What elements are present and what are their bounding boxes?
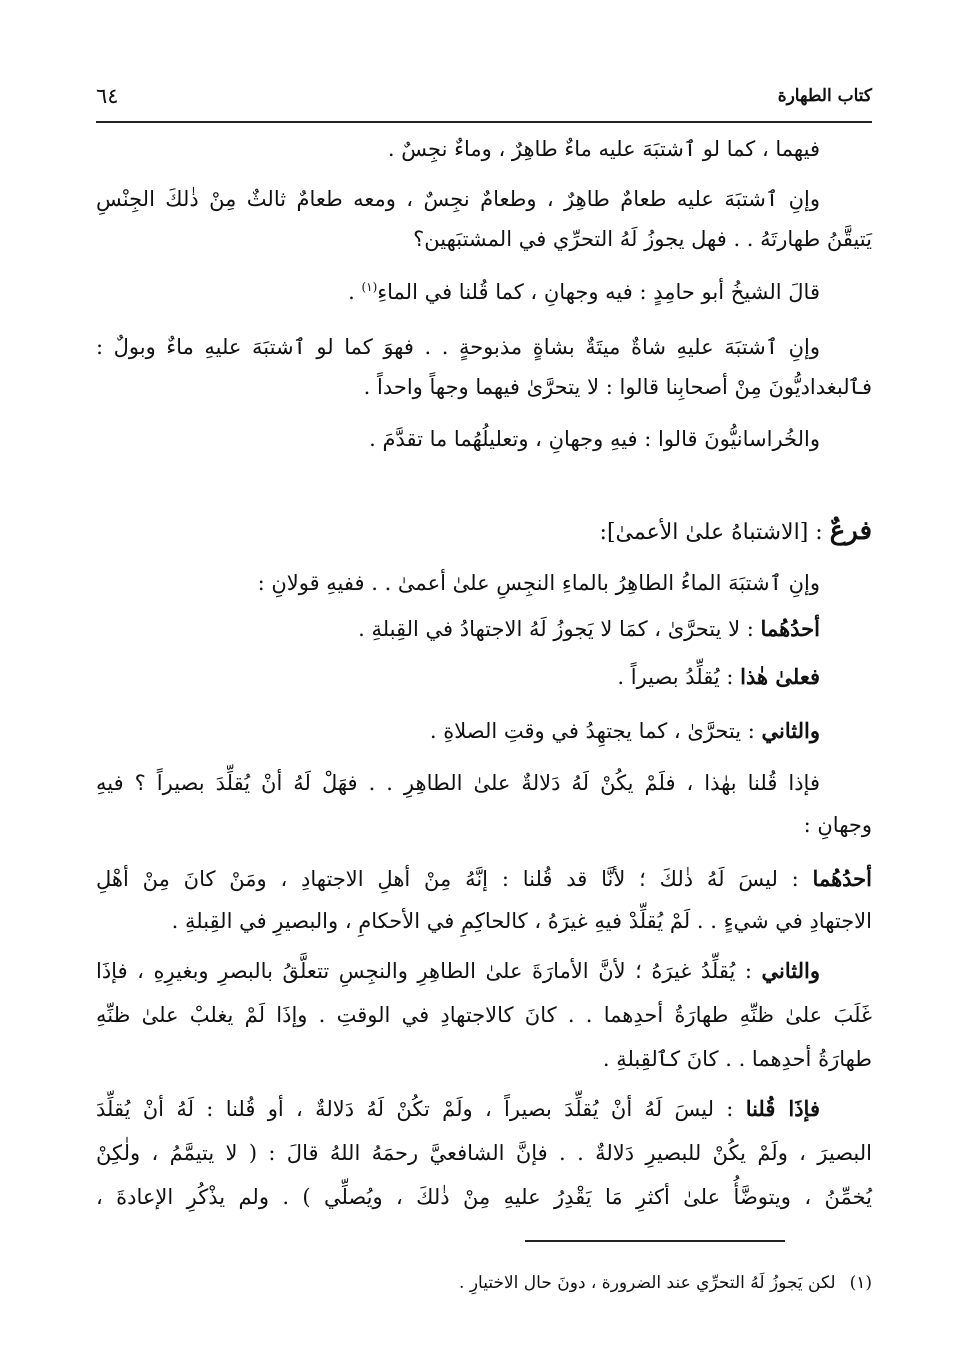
section-heading: فرعٌ : [الاشتباهُ علىٰ الأعمىٰ]: bbox=[599, 516, 872, 546]
text-line: فإذَا قُلنا : ليسَ لَهُ أنْ يُقلِّدَ بصيراً ، ولَمْ تكُنْ لَهُ دَلالةٌ ، أو قُلنا : لَهُ أنْ يُقلِّدَ bbox=[96, 1096, 820, 1121]
text-line: فيهما ، كما لو ٱشتبَهَ عليه ماءٌ طاهِرٌ ، وماءٌ نجِسٌ . bbox=[387, 137, 820, 161]
text-line: والخُراسانيُّونَ قالوا : فيهِ وجهانِ ، وتعليلُهُما ما تقدَّمَ . bbox=[369, 427, 820, 451]
text-line: غَلَبَ علىٰ ظنِّهِ طهارَةُ أحدِهما . . كانَ كالاجتهادِ في الوقتِ . وإذَا لَمْ يغلبْ علىٰ ظنِّهِ bbox=[96, 1003, 872, 1027]
text-line: فإذا قُلنا بهٰذا ، فلَمْ يكُنْ لَهُ دَلالةٌ علىٰ الطاهِرِ . . فهَلْ لَهُ أنْ يُقلِّدَ بصيراً ؟ فيهِ bbox=[96, 771, 820, 795]
text-line: فعلىٰ هٰذا : يُقلِّدُ بصيراً . bbox=[617, 664, 820, 689]
footnote-rule bbox=[525, 1240, 785, 1242]
text-line: أحدُهُما : ليسَ لَهُ ذٰلكَ ؛ لأنَّا قد قُلنا : إنَّهُ مِنْ أهلِ الاجتهادِ ، ومَنْ كانَ مِنْ أهْلِ bbox=[96, 866, 872, 891]
text-line: وجهانِ : bbox=[803, 813, 872, 837]
chapter-title: كتاب الطهارة bbox=[777, 86, 872, 106]
text-line: قالَ الشيخُ أبو حامِدٍ : فيه وجهانِ ، كما قُلنا في الماءِ$^{(١)}$ . bbox=[348, 280, 820, 304]
page-number: ٦٤ bbox=[96, 84, 119, 108]
text-line: وإنِ ٱشتبَهَ عليهِ شاةٌ ميتَةٌ بشاةٍ مذبوحةٍ . . فهوَ كما لو ٱشتبَهَ عليهِ ماءٌ وبولٌ : bbox=[96, 335, 820, 359]
text-line: فٱلبغداديُّونَ مِنْ أصحابِنا قالوا : لا يتحرَّىٰ فيهما وجهاً واحداً . bbox=[363, 375, 872, 399]
heading-label: فرعٌ bbox=[829, 516, 872, 546]
text-line: وإنِ ٱشتبَهَ عليه طعامٌ طاهِرٌ ، وطعامٌ نجِسٌ ، ومعه طعامٌ ثالثٌ مِنْ ذٰلكَ الجِنْسِ bbox=[96, 187, 820, 211]
text-line: يُخمِّنُ ، ويتوضَّأُ علىٰ أكثرِ مَا يَقْدِرُ عليهِ مِنْ ذٰلكَ ، ويُصلِّي ) . ولم يذْكُرِ الإعادةَ ، bbox=[96, 1185, 872, 1209]
text-line: وإنِ ٱشتبَهَ الماءُ الطاهِرُ بالماءِ النجِسِ علىٰ أعمىٰ . . ففيهِ قولانِ : bbox=[257, 571, 820, 595]
text-line: طهارَةُ أحدِهما . . كانَ كٱلقِبلةِ . bbox=[602, 1047, 872, 1071]
text-line: أحدُهُما : لا يتحرَّىٰ ، كمَا لا يَجوزُ لَهُ الاجتهادُ في القِبلةِ . bbox=[358, 616, 820, 641]
running-header bbox=[96, 78, 872, 118]
text-line: والثاني : يتحرَّىٰ ، كما يجتهِدُ في وقتِ الصلاةِ . bbox=[429, 718, 820, 743]
text-line: يَتيقَّنُ طهارتَهُ . . فهل يجوزُ لَهُ التحرِّي في المشتبَهين؟ bbox=[413, 227, 872, 251]
text-line: البصيرَ ، ولَمْ يكُنْ للبصيرِ دَلالةٌ . . فإنَّ الشافعيَّ رحمَهُ اللهُ قالَ : ( لا يتيمَّمُ ، ولٰكِنْ bbox=[96, 1141, 872, 1165]
text-line: والثاني : يُقلِّدُ غيرَهُ ؛ لأنَّ الأمارَةَ علىٰ الطاهِرِ والنجِسِ تتعلَّقُ بالبصرِ وبغيرِهِ ، فإذَا bbox=[96, 958, 820, 983]
footnote bbox=[96, 1270, 872, 1296]
footnote-text: لكن يَجوزُ لَهُ التحرِّي عند الضرورة ، دونَ حال الاختيارِ . bbox=[459, 1273, 836, 1293]
header-rule bbox=[96, 121, 872, 123]
text-line: الاجتهادِ في شيءٍ . . لَمْ يُقلِّدْ فيهِ غيرَهُ ، كالحاكِمِ في الأحكامِ ، والبصيرِ في القِبلةِ . bbox=[171, 909, 872, 933]
footnote-number: (١) bbox=[849, 1273, 872, 1293]
footnote-ref[interactable]: (١) bbox=[361, 280, 378, 294]
